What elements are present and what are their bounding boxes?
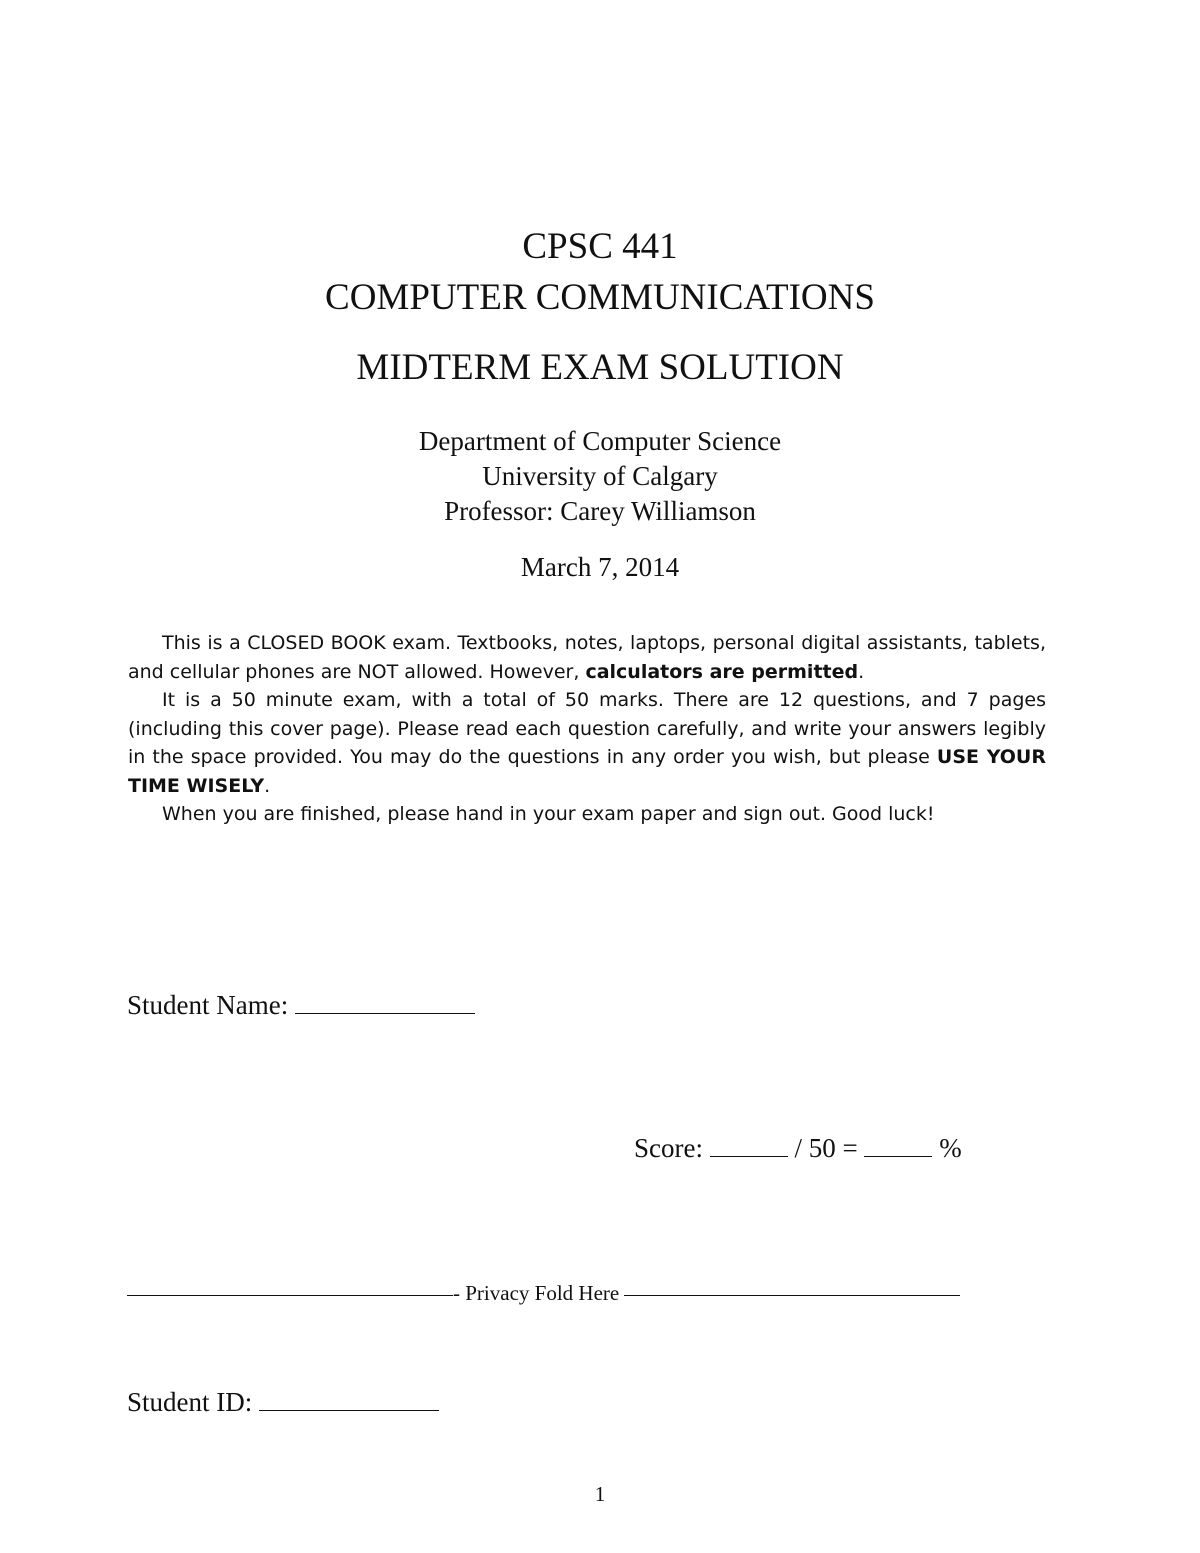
student-id-blank[interactable] — [259, 1409, 439, 1411]
course-code: CPSC 441 — [522, 226, 678, 267]
student-id-label: Student ID: — [127, 1387, 253, 1417]
instructions — [128, 629, 1046, 829]
percent-blank[interactable] — [864, 1155, 932, 1157]
student-name-label: Student Name: — [127, 990, 289, 1020]
fold-rule-right — [624, 1295, 960, 1296]
student-id-row — [127, 1387, 439, 1418]
department: Department of Computer Science — [418, 426, 782, 456]
score-total: / 50 = — [794, 1133, 858, 1163]
student-name-row — [127, 990, 475, 1021]
course-name: COMPUTER COMMUNICATIONS — [325, 277, 875, 318]
score-label: Score: — [634, 1133, 703, 1163]
privacy-fold — [127, 1280, 960, 1306]
student-name-blank[interactable] — [295, 1012, 475, 1014]
score-percent: % — [939, 1133, 962, 1163]
university: University of Calgary — [482, 461, 718, 491]
score-blank[interactable] — [710, 1155, 788, 1157]
instructions-paragraph-1: This is a CLOSED BOOK exam. Textbooks, notes, laptops, personal digital assistants, tablets, and cellular phones are NOT allowed. However, calculators are permitted. — [128, 632, 1046, 683]
fold-rule-left — [127, 1295, 453, 1296]
score-row — [634, 1133, 962, 1164]
exam-date: March 7, 2014 — [520, 552, 680, 582]
instructions-paragraph-3: When you are finished, please hand in your exam paper and sign out. Good luck! — [162, 803, 935, 825]
exam-title: MIDTERM EXAM SOLUTION — [356, 347, 844, 388]
page-number: 1 — [594, 1482, 606, 1506]
instructions-paragraph-2: It is a 50 minute exam, with a total of 50 marks. There are 12 questions, and 7 pages (including this cover page). Please read each question carefully, and write your answers legibly in the space provided. You may do the questions in any order you wish, but please USE YOUR TIME WISELY. — [128, 689, 1046, 797]
professor: Professor: Carey Williamson — [444, 496, 756, 526]
privacy-fold-label: - Privacy Fold Here — [453, 1281, 620, 1305]
